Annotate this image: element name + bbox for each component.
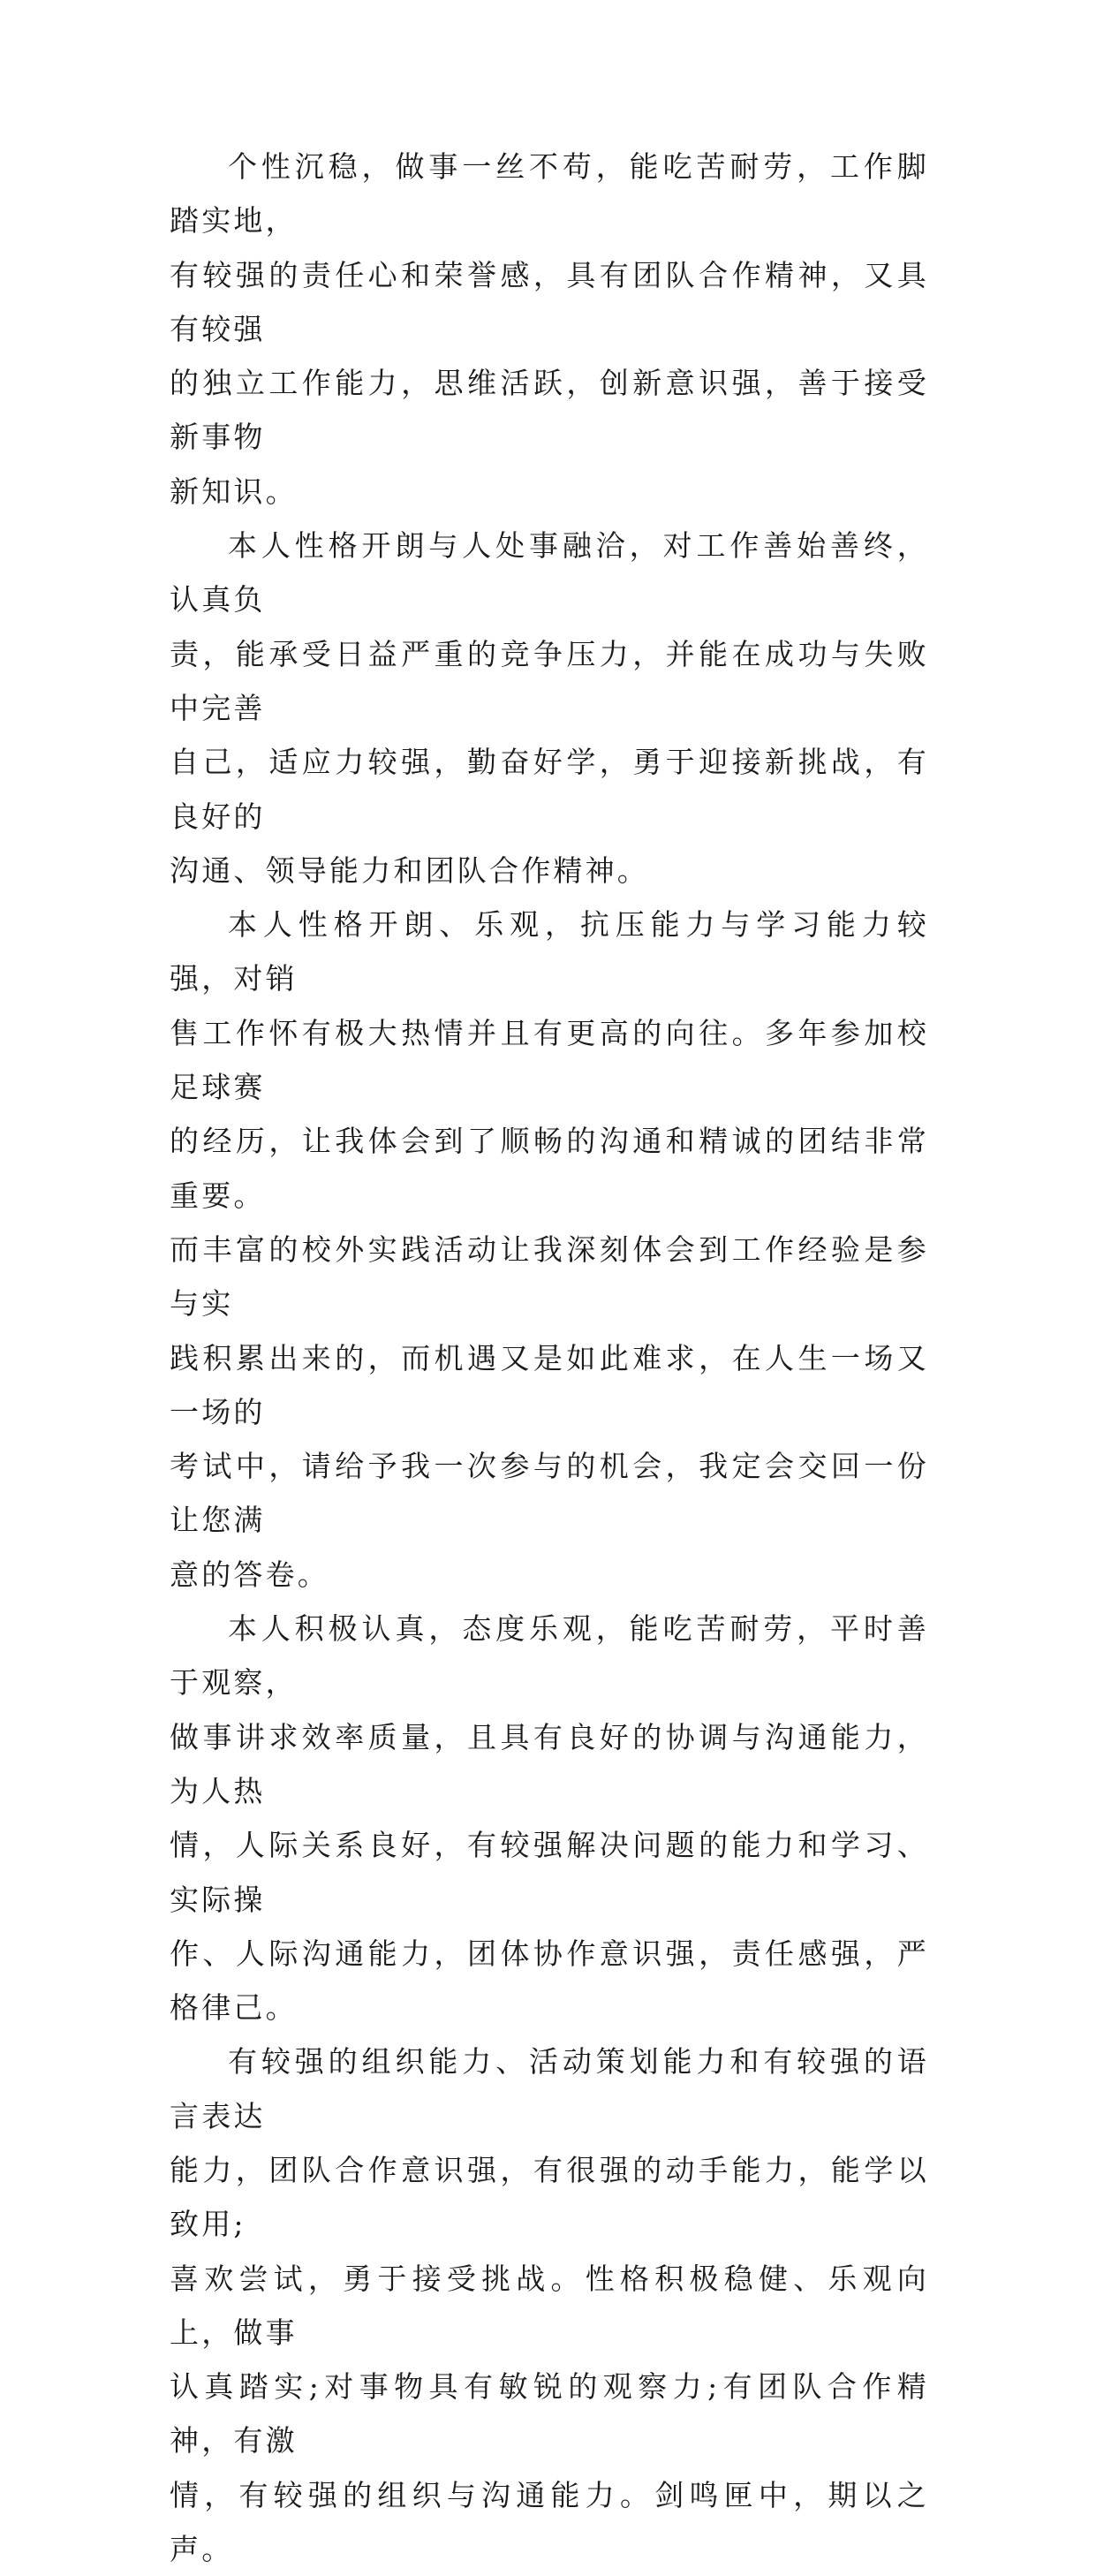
paragraph-3: 本人性格开朗、乐观，抗压能力与学习能力较强，对销 售工作怀有极大热情并且有更高的向往。多年参加校足球赛 的经历，让我体会到了顺畅的沟通和精诚的团结非常重要。 而丰富的校外实践活动让我深刻体会到工作经验是参与实 践积累出来的，而机遇又是如此难求，在人生一场又一场的 考试中，请给予我一次参与的机会，我定会交回一份让您满 意的答卷。 [170,907,929,1592]
paragraph-4: 本人积极认真，态度乐观，能吃苦耐劳，平时善于观察， 做事讲求效率质量，且具有良好的协调与沟通能力，为人热 情，人际关系良好，有较强解决问题的能力和学习、实际操 作、人际沟通能力，团体协作意识强，责任感强，严格律己。 [170,1611,929,2026]
document-body [170,140,929,2576]
paragraph-1: 个性沉稳，做事一丝不苟，能吃苦耐劳，工作脚踏实地， 有较强的责任心和荣誉感，具有团队合作精神，又具有较强 的独立工作能力，思维活跃，创新意识强，善于接受新事物 新知识。 [170,149,929,509]
paragraph-2: 本人性格开朗与人处事融洽，对工作善始善终，认真负 责，能承受日益严重的竞争压力，并能在成功与失败中完善 自己，适应力较强，勤奋好学，勇于迎接新挑战，有良好的 沟通、领导能力和团队合作精神。 [170,528,929,888]
paragraph-5: 有较强的组织能力、活动策划能力和有较强的语言表达 能力，团队合作意识强，有很强的动手能力，能学以致用; 喜欢尝试，勇于接受挑战。性格积极稳健、乐观向上，做事 认真踏实;对事物具有敏锐的观察力;有团队合作精神，有激 情，有较强的组织与沟通能力。剑鸣匣中，期以之声。 [170,2044,929,2567]
